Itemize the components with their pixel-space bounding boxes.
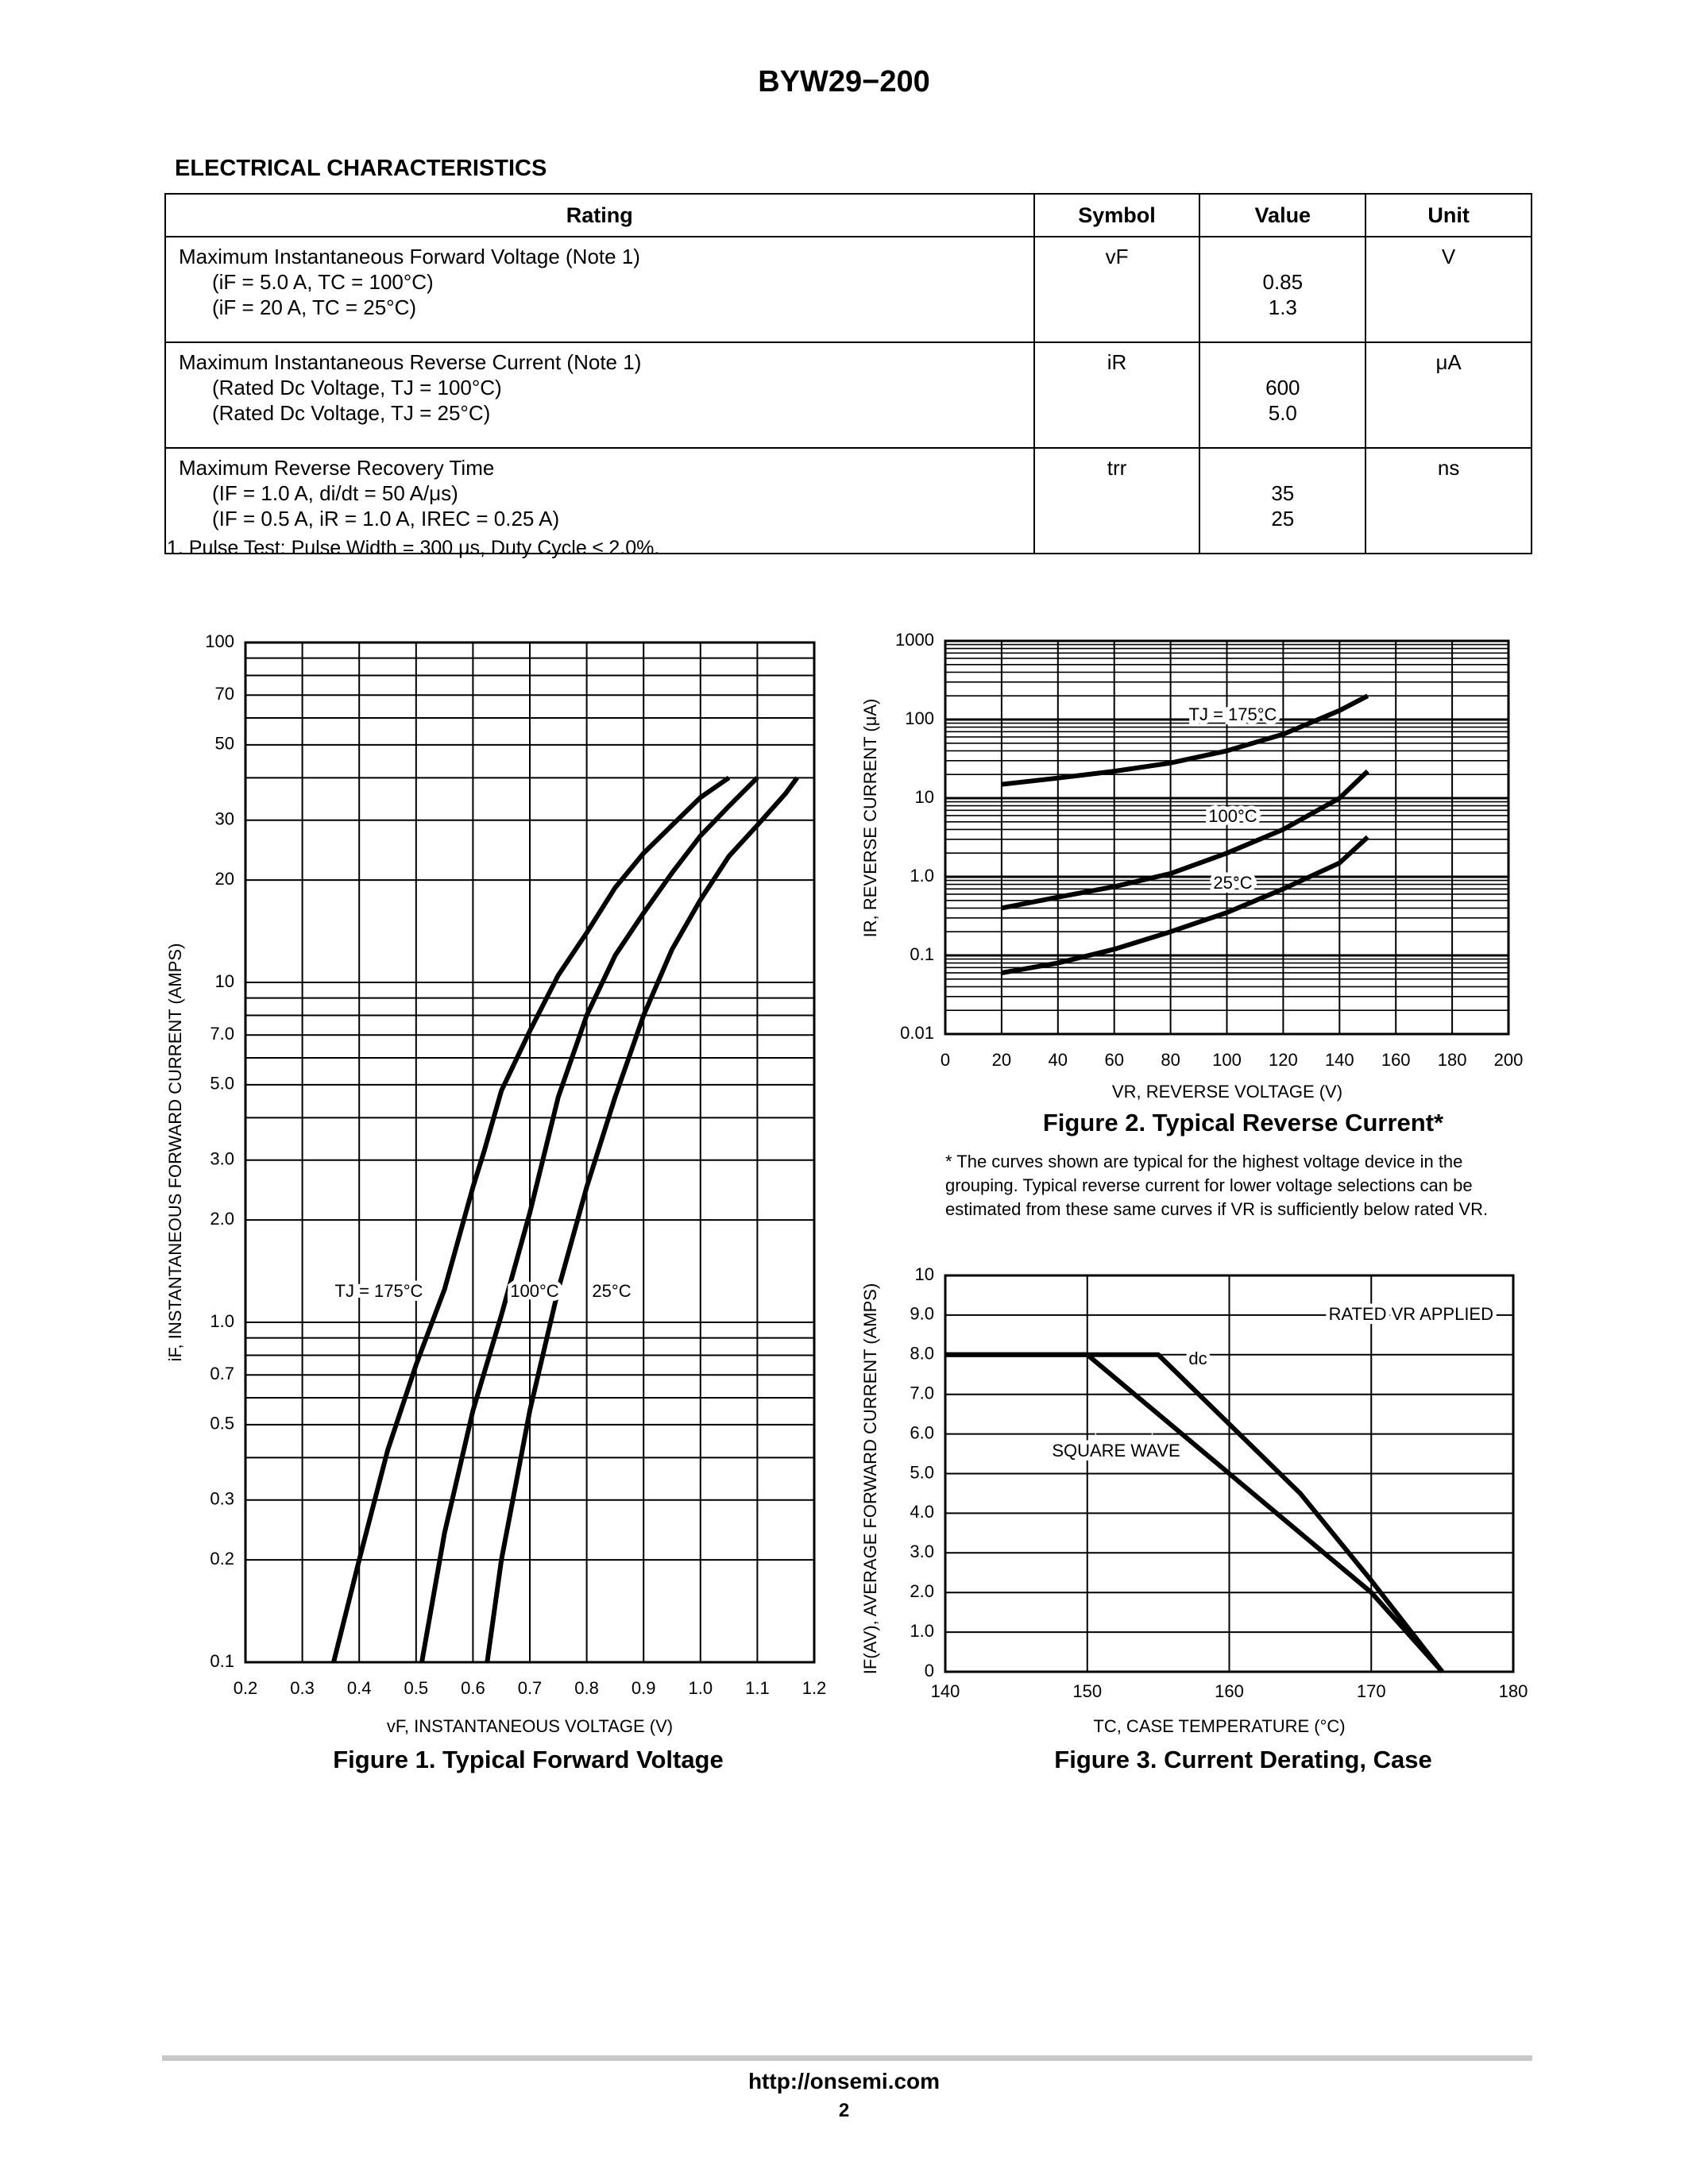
fig2-x-axis-label: VR, REVERSE VOLTAGE (V) — [1111, 1081, 1343, 1102]
fig3-curve-label: SQUARE WAVE — [1052, 1440, 1180, 1461]
page-number: 2 — [838, 2100, 850, 2121]
unit-cell: V — [1365, 237, 1532, 342]
fig1-y-tick-label: 0.5 — [210, 1413, 234, 1433]
footer-divider — [162, 2055, 1532, 2061]
fig1-y-tick-label: 20 — [214, 868, 234, 889]
fig1-y-tick-label: 30 — [214, 808, 234, 829]
rating-text: Maximum Reverse Recovery Time — [179, 456, 495, 480]
fig3-y-tick-label: 5.0 — [910, 1462, 934, 1483]
symbol-cell: vF — [1034, 237, 1200, 342]
fig2-x-tick-label: 140 — [1324, 1049, 1354, 1070]
table-header-symbol: Symbol — [1034, 194, 1200, 237]
fig1-x-tick-label: 1.0 — [688, 1677, 713, 1698]
fig1-y-tick-label: 7.0 — [210, 1024, 234, 1044]
fig3-y-axis-label: IF(AV), AVERAGE FORWARD CURRENT (AMPS) — [859, 1283, 880, 1675]
table-header-rating: Rating — [165, 194, 1034, 237]
fig3-y-tick-label: 1.0 — [910, 1620, 934, 1641]
fig2-x-tick-label: 60 — [1104, 1049, 1124, 1070]
value-text: 0.85 — [1262, 270, 1304, 294]
fig1-y-tick-label: 10 — [214, 970, 234, 991]
fig1-x-tick-label: 0.6 — [461, 1677, 485, 1698]
condition-text: (IF = 1.0 A, di/dt = 50 A/μs) — [212, 481, 458, 505]
value-text: 25 — [1271, 507, 1295, 531]
fig1-x-tick-label: 0.2 — [233, 1677, 258, 1698]
fig3-x-tick-label: 170 — [1356, 1680, 1386, 1701]
table-note: 1. Pulse Test: Pulse Width = 300 μs, Duty Cycle ≤ 2.0%. — [167, 537, 660, 559]
fig2-x-tick-label: 180 — [1437, 1049, 1467, 1070]
footnote-line: * The curves shown are typical for the highest voltage device in the — [945, 1152, 1463, 1171]
value-text: 600 — [1265, 376, 1300, 399]
fig2-y-tick-label: 10 — [914, 786, 934, 807]
fig2-x-tick-label: 20 — [991, 1049, 1012, 1070]
fig3-y-tick-label: 2.0 — [910, 1581, 934, 1602]
fig2-curve-label: 100°C — [1208, 805, 1257, 826]
figure2-caption: Figure 2. Typical Reverse Current* — [1042, 1109, 1444, 1136]
fig2-series-line — [1002, 696, 1368, 784]
section-title: ELECTRICAL CHARACTERISTICS — [175, 156, 547, 181]
fig2-x-tick-label: 200 — [1493, 1049, 1524, 1070]
fig2-x-tick-label: 40 — [1048, 1049, 1068, 1070]
fig1-x-tick-label: 0.5 — [404, 1677, 429, 1698]
fig2-y-axis-label: IR, REVERSE CURRENT (μA) — [859, 698, 880, 938]
value-text: 35 — [1271, 481, 1295, 505]
fig2-x-tick-label: 0 — [940, 1049, 951, 1070]
figure3-caption: Figure 3. Current Derating, Case — [1054, 1746, 1432, 1773]
fig1-y-axis-label: iF, INSTANTANEOUS FORWARD CURRENT (AMPS) — [164, 943, 185, 1362]
unit-cell: μA — [1365, 342, 1532, 448]
fig3-y-tick-label: 6.0 — [910, 1422, 934, 1443]
fig2-x-tick-label: 100 — [1212, 1049, 1242, 1070]
fig1-y-tick-label: 5.0 — [210, 1073, 234, 1094]
table-header-value: Value — [1199, 194, 1365, 237]
fig1-y-tick-label: 70 — [214, 684, 234, 704]
fig1-y-tick-label: 0.1 — [210, 1650, 234, 1671]
fig2-y-tick-label: 0.01 — [900, 1022, 934, 1043]
condition-text: (iF = 5.0 A, TC = 100°C) — [212, 270, 434, 294]
fig3-y-tick-label: 9.0 — [910, 1303, 934, 1324]
fig1-y-tick-label: 100 — [205, 631, 234, 651]
fig3-y-tick-label: 7.0 — [910, 1383, 934, 1403]
fig3-y-tick-label: 4.0 — [910, 1502, 934, 1522]
fig3-x-tick-label: 160 — [1215, 1680, 1244, 1701]
footnote-line: estimated from these same curves if VR is sufficiently below rated VR. — [945, 1199, 1489, 1219]
fig2-x-tick-label: 160 — [1381, 1049, 1411, 1070]
figure2-footnote — [945, 1150, 1549, 1221]
fig3-y-tick-label: 8.0 — [910, 1343, 934, 1364]
fig1-x-tick-label: 1.1 — [745, 1677, 770, 1698]
value-text: 1.3 — [1268, 295, 1297, 319]
unit-cell: ns — [1365, 448, 1532, 554]
fig1-y-tick-label: 0.2 — [210, 1548, 234, 1569]
fig2-x-tick-label: 80 — [1161, 1049, 1180, 1070]
fig1-curve-label: 25°C — [592, 1280, 632, 1301]
fig2-y-tick-label: 1.0 — [910, 865, 934, 886]
fig2-series-line — [1002, 837, 1368, 973]
table-header-unit: Unit — [1365, 194, 1532, 237]
page-title: BYW29−200 — [758, 65, 930, 98]
fig3-y-tick-label: 3.0 — [910, 1542, 934, 1562]
rating-text: Maximum Instantaneous Reverse Current (Note 1) — [179, 350, 642, 374]
fig3-x-tick-label: 150 — [1072, 1680, 1103, 1701]
fig1-curve-label: 100°C — [510, 1280, 559, 1301]
value-text: 5.0 — [1268, 401, 1297, 425]
fig1-y-tick-label: 0.7 — [210, 1364, 234, 1384]
fig1-x-tick-label: 1.2 — [802, 1677, 827, 1698]
condition-text: (iF = 20 A, TC = 25°C) — [212, 295, 417, 319]
fig1-y-tick-label: 3.0 — [210, 1148, 234, 1169]
fig3-x-tick-label: 140 — [930, 1680, 960, 1701]
fig2-curve-label: TJ = 175°C — [1188, 704, 1277, 724]
fig1-y-tick-label: 0.3 — [210, 1488, 234, 1509]
condition-text: (Rated Dc Voltage, TJ = 100°C) — [212, 376, 502, 399]
fig1-x-tick-label: 0.4 — [346, 1677, 372, 1698]
rating-text: Maximum Instantaneous Forward Voltage (Note 1) — [179, 245, 640, 268]
fig2-x-tick-label: 120 — [1269, 1049, 1298, 1070]
fig2-y-tick-label: 100 — [905, 708, 934, 728]
fig2-y-tick-label: 0.1 — [910, 943, 934, 964]
condition-text: (IF = 0.5 A, iR = 1.0 A, IREC = 0.25 A) — [212, 507, 560, 531]
fig1-y-tick-label: 1.0 — [210, 1310, 234, 1331]
symbol-cell: trr — [1034, 448, 1200, 554]
fig1-y-tick-label: 50 — [214, 733, 234, 754]
symbol-cell: iR — [1034, 342, 1200, 448]
condition-text: (Rated Dc Voltage, TJ = 25°C) — [212, 401, 491, 425]
fig1-y-tick-label: 2.0 — [210, 1208, 234, 1229]
fig3-x-tick-label: 180 — [1498, 1680, 1528, 1701]
fig1-x-tick-label: 0.7 — [517, 1677, 543, 1698]
fig1-x-tick-label: 0.9 — [631, 1677, 656, 1698]
fig3-x-axis-label: TC, CASE TEMPERATURE (°C) — [1093, 1715, 1346, 1736]
figure1-caption: Figure 1. Typical Forward Voltage — [333, 1746, 724, 1773]
fig3-annotation: RATED VR APPLIED — [1328, 1303, 1493, 1324]
fig1-x-tick-label: 0.3 — [290, 1677, 315, 1698]
fig2-curve-label: 25°C — [1213, 872, 1253, 893]
footer-url: http://onsemi.com — [747, 2069, 941, 2093]
fig1-x-tick-label: 0.8 — [574, 1677, 599, 1698]
fig1-curve-label: TJ = 175°C — [334, 1280, 423, 1301]
fig2-y-tick-label: 1000 — [895, 629, 934, 650]
footnote-line: grouping. Typical reverse current for lower voltage selections can be — [945, 1175, 1473, 1195]
fig3-y-tick-label: 0 — [924, 1660, 934, 1680]
fig3-y-tick-label: 10 — [914, 1264, 934, 1284]
fig3-curve-label: dc — [1188, 1348, 1207, 1368]
fig1-x-axis-label: vF, INSTANTANEOUS VOLTAGE (V) — [386, 1715, 674, 1736]
